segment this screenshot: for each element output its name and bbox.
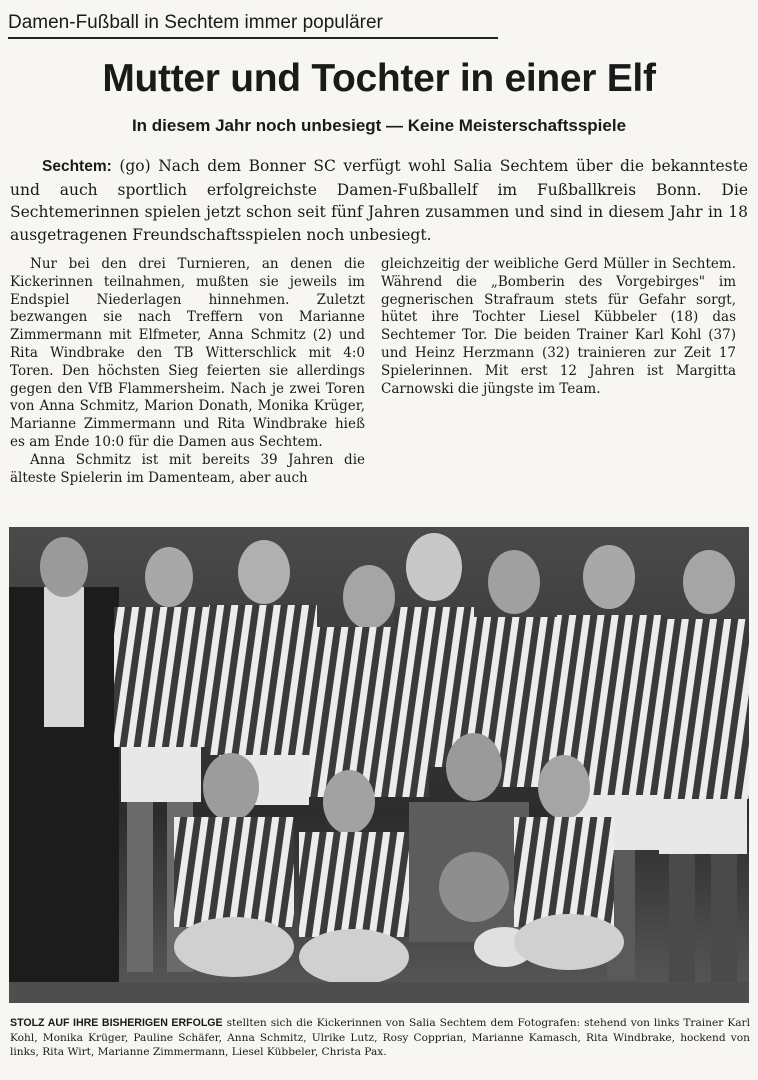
dateline: Sechtem: [42,158,112,175]
team-photo-illustration [9,527,749,1003]
article-column-right [381,256,736,398]
column-right-paragraph-1: gleichzeitig der weibliche Gerd Müller in Sechtem. Während die „Bomberin des Vorgebirges" im gegnerischen Strafraum stets für Gefahr sorgt, hütet ihre Tochter Liesel Kübbeler (18) das Sechtemer Tor. Die beiden Trainer Karl Kohl (37) und Heinz Herzmann (32) trainieren zur Zeit 17 Spielerinnen. Mit erst 12 Jahren ist Margitta Carnowski die jüngste im Team. [381,256,736,397]
lead-text: (go) Nach dem Bonner SC verfügt wohl Salia Sechtem über die bekannteste und auch sportlich erfolgreichste Damen-Fußballelf im Fußballkreis Bonn. Die Sechtemerinnen spielen jetzt schon seit fünf Jahren zusammen und sind in diesem Jahr in 18 ausgetragenen Freundschaftsspielen noch unbesiegt. [10,157,748,244]
column-left-paragraph-2: Anna Schmitz ist mit bereits 39 Jahren die älteste Spielerin im Damenteam, aber auch [10,451,365,486]
lead-paragraph [10,155,748,246]
photo-caption [10,1016,750,1060]
subheadline: In diesem Jahr noch unbesiegt — Keine Meisterschaftsspiele [131,116,627,135]
kicker-line: Damen-Fußball in Sechtem immer populärer [8,12,498,39]
caption-lead: STOLZ AUF IHRE BISHERIGEN ERFOLGE [10,1017,223,1029]
football-icon [439,852,509,922]
caption-text: stellten sich die Kickerinnen von Salia Sechtem dem Fotografen: stehend von links Trainer Karl Kohl, Monika Krüger, Pauline Schäfer, Anna Schmitz, Ulrike Lutz, Rosy Copprian, Marianne Kamasch, Rita Windbrake, hockend von links, Rita Wirt, Marianne Zimmermann, Liesel Kübbeler, Christa Pax. [10,1017,751,1058]
article-column-left [10,256,365,487]
team-photo [9,527,749,1003]
column-left-paragraph-1: Nur bei den drei Turnieren, an denen die Kickerinnen teilnahmen, mußten sie jeweils im Endspiel Niederlagen hinnehmen. Zuletzt bezwangen sie nach Treffern von Marianne Zimmermann mit Elfmeter, Anna Schmitz (2) und Rita Windbrake den TB Witterschlick mit 4:0 Toren. Den höchsten Sieg feierten sie allerdings gegen den VfB Flammersheim. Nach je zwei Toren von Anna Schmitz, Marion Donath, Monika Krüger, Marianne Zimmermann und Rita Windbrake hieß es am Ende 10:0 für die Damen aus Sechtem. [10,256,365,450]
headline: Mutter und Tochter in einer Elf [102,57,656,100]
